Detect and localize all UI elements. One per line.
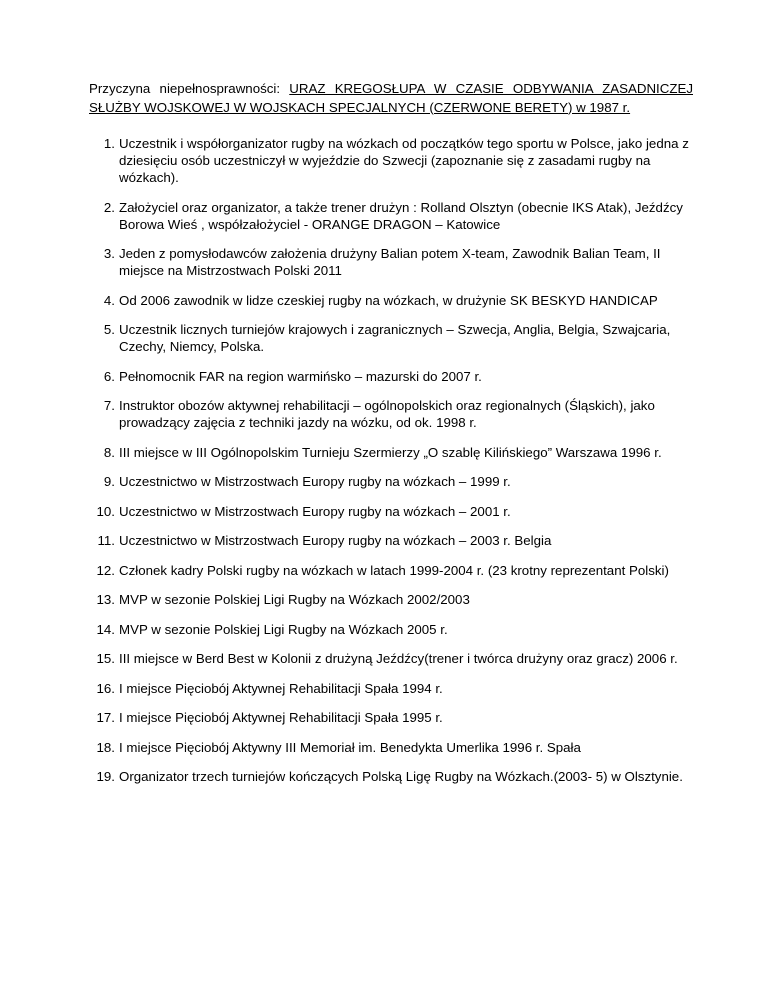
list-item-text: Uczestnictwo w Mistrzostwach Europy rugby na wózkach – 2003 r. Belgia bbox=[119, 533, 552, 548]
list-item-text: Pełnomocnik FAR na region warmińsko – mazurski do 2007 r. bbox=[119, 368, 482, 384]
list-item-number: 11. bbox=[97, 533, 115, 548]
list-item-text: Jeden z pomysłodawców założenia drużyny Balian potem X-team, Zawodnik Balian Team, II miejsce na Mistrzostwach Polski 2011 bbox=[119, 246, 661, 278]
list-item-number: 13. bbox=[96, 592, 115, 607]
list-item-text: Organizator trzech turniejów kończących Polską Ligę Rugby na Wózkach.(2003- 5) w Olsztynie. bbox=[119, 769, 683, 784]
list-item-number: 2. bbox=[103, 199, 115, 215]
list-item bbox=[89, 739, 693, 756]
list-item-number: 10. bbox=[96, 503, 115, 519]
list-item-text: III miejsce w III Ogólnopolskim Turnieju Szermierzy „O szablę Kilińskiego” Warszawa 1996 r. bbox=[119, 444, 662, 460]
list-item-number: 8. bbox=[103, 444, 115, 460]
list-item-number: 3. bbox=[103, 246, 115, 261]
list-item bbox=[89, 397, 693, 431]
list-item bbox=[89, 591, 693, 608]
list-item-text: Uczestnik i współorganizator rugby na wózkach od początków tego sportu w Polsce, jako jedna z dziesięciu osób uczestniczył w wyjeździe do Szwecji (zapoznanie się z zasadami rugby na wózkach). bbox=[119, 136, 689, 185]
list-item bbox=[89, 473, 693, 490]
list-item bbox=[89, 321, 693, 355]
list-item-text: Uczestnik licznych turniejów krajowych i zagranicznych – Szwecja, Anglia, Belgia, Szwajcaria, Czechy, Niemcy, Polska. bbox=[119, 322, 671, 354]
list-item-text: Od 2006 zawodnik w lidze czeskiej rugby na wózkach, w drużynie SK BESKYD HANDICAP bbox=[119, 292, 658, 308]
list-item bbox=[89, 680, 693, 697]
list-item-number: 4. bbox=[103, 292, 115, 308]
list-item-number: 7. bbox=[103, 398, 115, 413]
list-item-number: 12. bbox=[96, 562, 115, 578]
list-item-number: 14. bbox=[96, 621, 115, 637]
list-item-text: Uczestnictwo w Mistrzostwach Europy rugby na wózkach – 1999 r. bbox=[119, 474, 511, 489]
list-item-text: Założyciel oraz organizator, a także trener drużyn : Rolland Olsztyn (obecnie IKS Atak), Jeźdźcy Borowa Wieś , współzałożyciel - ORANGE DRAGON – Katowice bbox=[119, 199, 683, 232]
disability-cause-text: URAZ KREGOSŁUPA W CZASIE ODBYWANIA ZASADNICZEJ SŁUŻBY WOJSKOWEJ W WOJSKACH SPECJALNYCH (CZERWONE BERETY) w 1987 r. bbox=[89, 81, 693, 115]
disability-cause-label: Przyczyna niepełnosprawności: bbox=[89, 81, 290, 96]
list-item-number: 18. bbox=[96, 739, 115, 755]
list-item-number: 15. bbox=[96, 651, 115, 666]
list-item bbox=[89, 444, 693, 461]
list-item bbox=[89, 650, 693, 667]
list-item bbox=[89, 562, 693, 579]
list-item-number: 17. bbox=[96, 710, 115, 725]
list-item-number: 1. bbox=[103, 136, 115, 151]
document-page bbox=[89, 80, 693, 798]
list-item bbox=[89, 709, 693, 726]
list-item bbox=[89, 292, 693, 309]
list-item bbox=[89, 621, 693, 638]
list-item-number: 9. bbox=[103, 474, 115, 489]
disability-cause-paragraph bbox=[89, 80, 693, 117]
list-item-number: 6. bbox=[103, 368, 115, 384]
achievements-list bbox=[89, 135, 693, 785]
list-item bbox=[89, 503, 693, 520]
list-item-text: Instruktor obozów aktywnej rehabilitacji – ogólnopolskich oraz regionalnych (Śląskich), jako prowadzący zajęcia z techniki jazdy na wózku, od ok. 1998 r. bbox=[119, 398, 655, 430]
list-item-text: III miejsce w Berd Best w Kolonii z drużyną Jeźdźcy(trener i twórca drużyny oraz gracz) 2006 r. bbox=[119, 651, 678, 666]
list-item-text: MVP w sezonie Polskiej Ligi Rugby na Wózkach 2002/2003 bbox=[119, 592, 470, 607]
list-item-text: Uczestnictwo w Mistrzostwach Europy rugby na wózkach – 2001 r. bbox=[119, 503, 511, 519]
list-item bbox=[89, 368, 693, 385]
list-item-number: 5. bbox=[103, 322, 115, 337]
list-item-text: I miejsce Pięciobój Aktywnej Rehabilitacji Spała 1995 r. bbox=[119, 710, 443, 725]
list-item bbox=[89, 245, 693, 279]
list-item-text: Członek kadry Polski rugby na wózkach w latach 1999-2004 r. (23 krotny reprezentant Polski) bbox=[119, 562, 669, 578]
list-item-text: MVP w sezonie Polskiej Ligi Rugby na Wózkach 2005 r. bbox=[119, 621, 448, 637]
list-item bbox=[89, 199, 693, 233]
list-item bbox=[89, 532, 693, 549]
list-item-text: I miejsce Pięciobój Aktywny III Memoriał im. Benedykta Umerlika 1996 r. Spała bbox=[119, 739, 581, 755]
list-item-number: 19. bbox=[96, 769, 115, 784]
list-item-number: 16. bbox=[96, 680, 115, 696]
list-item bbox=[89, 768, 693, 785]
list-item bbox=[89, 135, 693, 186]
list-item-text: I miejsce Pięciobój Aktywnej Rehabilitacji Spała 1994 r. bbox=[119, 680, 443, 696]
